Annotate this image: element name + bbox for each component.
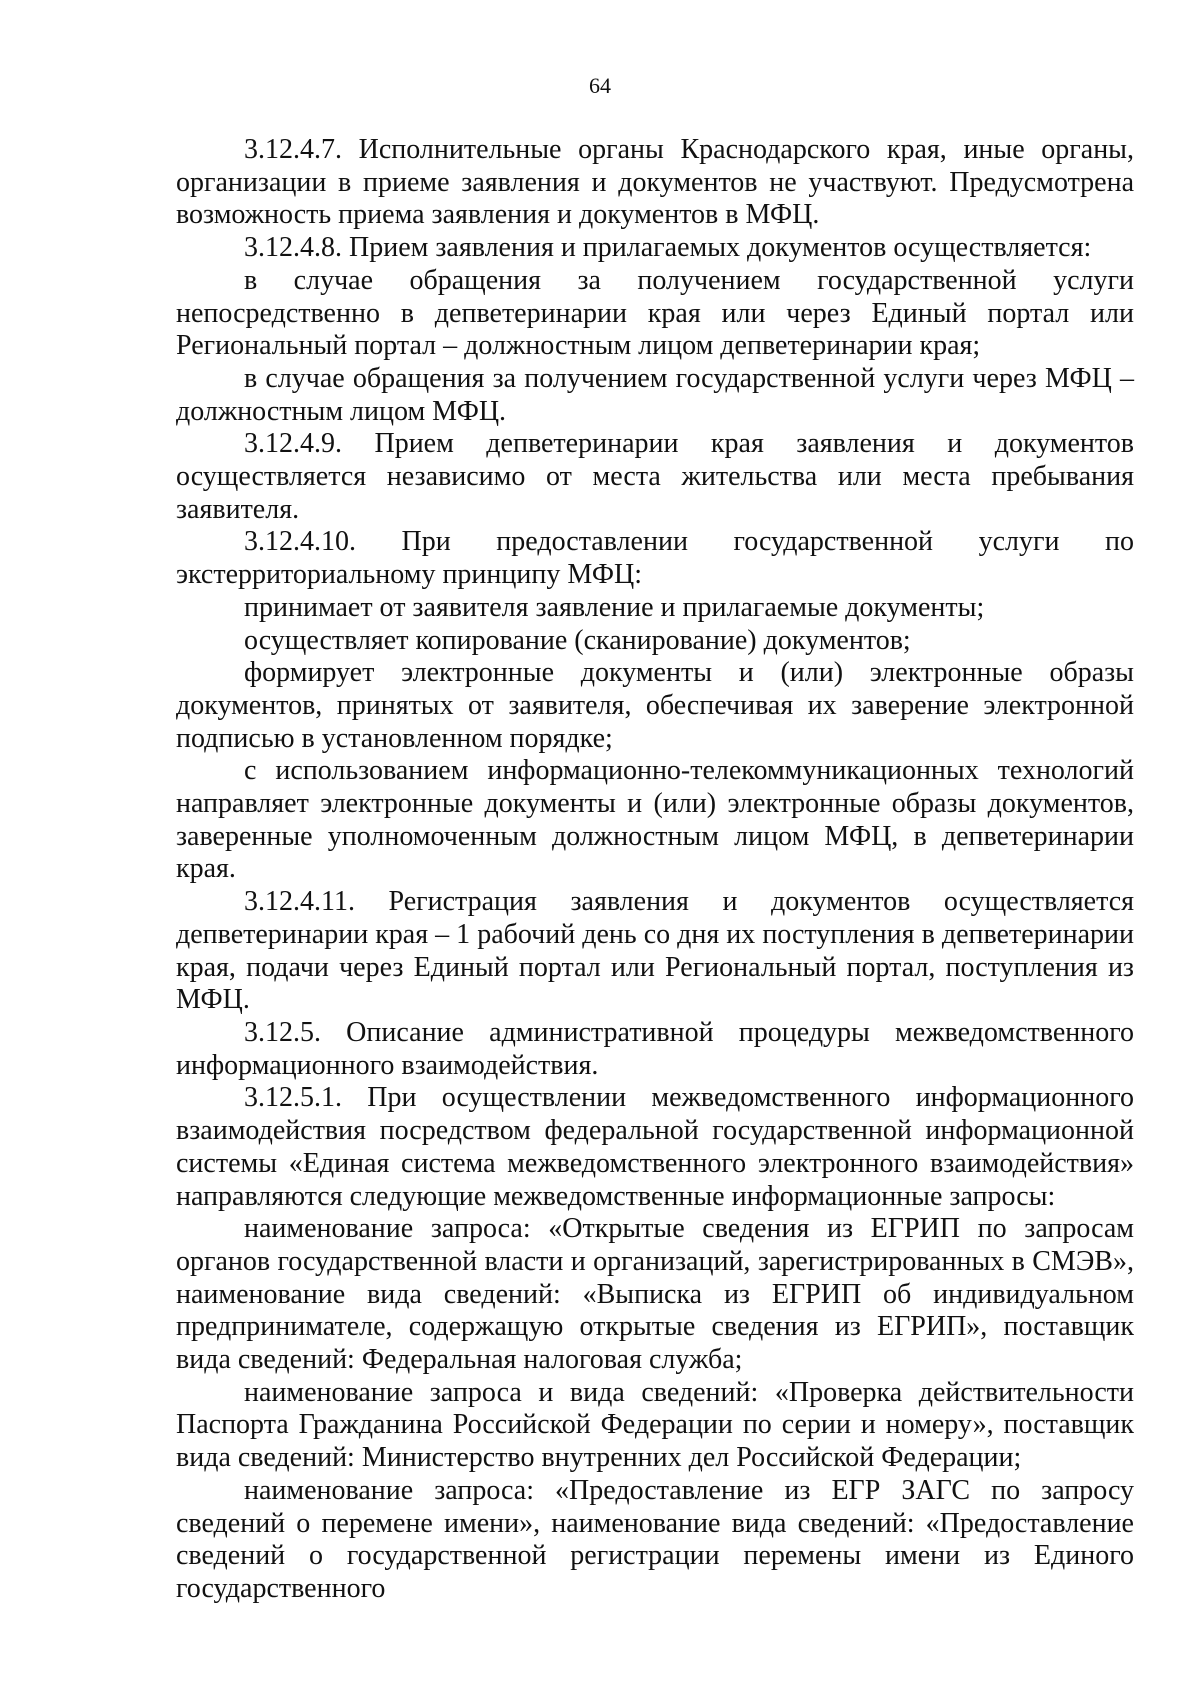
paragraph-mfc-application: в случае обращения за получением государственной услуги через МФЦ – должностным лицом МФЦ. xyxy=(176,362,1134,427)
paragraph-mfc-sends-documents: с использованием информационно-телекоммуникационных технологий направляет электронные документы и (или) электронные образы документов, заверенные уполномоченным должностным лицом МФЦ, в депветеринарии края. xyxy=(176,755,1134,885)
paragraph-direct-application: в случае обращения за получением государственной услуги непосредственно в депветеринарии края или через Единый портал или Региональный портал – должностным лицом депветеринарии края; xyxy=(176,264,1134,362)
paragraph-mfc-forms-documents: формирует электронные документы и (или) электронные образы документов, принятых от заявителя, обеспечивая их заверение электронной подписью в установленном порядке; xyxy=(176,657,1134,754)
paragraph-mfc-copies: осуществляет копирование (сканирование) документов; xyxy=(244,624,911,656)
document-body xyxy=(176,134,1134,1606)
paragraph-3-12-4-8: 3.12.4.8. Прием заявления и прилагаемых документов осуществляется: xyxy=(244,232,1092,264)
paragraph-3-12-5-1: 3.12.5.1. При осуществлении межведомственного информационного взаимодействия посредством федеральной государственной информационной системы «Единая система межведомственного электронного взаимодействия» направляются следующие межведомственные информационные запросы: xyxy=(176,1082,1134,1212)
paragraph-zags-request: наименование запроса: «Предоставление из ЕГР ЗАГС по запросу сведений о перемене имени», наименование вида сведений: «Предоставление сведений о государственной регистрации перемены имени из Единого государственного xyxy=(176,1474,1134,1604)
paragraph-mfc-accepts: принимает от заявителя заявление и прилагаемые документы; xyxy=(244,591,985,623)
page-number: 64 xyxy=(589,73,611,98)
paragraph-3-12-4-7: 3.12.4.7. Исполнительные органы Краснодарского края, иные органы, организации в приеме заявления и документов не участвуют. Предусмотрена возможность приема заявления и документов в МФЦ. xyxy=(176,134,1134,231)
paragraph-passport-request: наименование запроса и вида сведений: «Проверка действительности Паспорта Гражданина Российской Федерации по серии и номеру», поставщик вида сведений: Министерство внутренних дел Российской Федерации; xyxy=(176,1376,1134,1474)
paragraph-3-12-4-10: 3.12.4.10. При предоставлении государственной услуги по экстерриториальному принципу МФЦ: xyxy=(176,526,1134,591)
paragraph-egrip-request: наименование запроса: «Открытые сведения из ЕГРИП по запросам органов государственной власти и организаций, зарегистрированных в СМЭВ», наименование вида сведений: «Выписка из ЕГРИП об индивидуальном предпринимателе, содержащую открытые сведения из ЕГРИП», поставщик вида сведений: Федеральная налоговая служба; xyxy=(176,1213,1134,1376)
paragraph-3-12-4-9: 3.12.4.9. Прием депветеринарии края заявления и документов осуществляется независимо от места жительства или места пребывания заявителя. xyxy=(176,428,1134,525)
paragraph-3-12-4-11: 3.12.4.11. Регистрация заявления и документов осуществляется депветеринарии края – 1 рабочий день со дня их поступления в депветеринарии края, подачи через Единый портал или Региональный портал, поступления из МФЦ. xyxy=(176,886,1134,1016)
paragraph-3-12-5: 3.12.5. Описание административной процедуры межведомственного информационного взаимодействия. xyxy=(176,1016,1134,1081)
